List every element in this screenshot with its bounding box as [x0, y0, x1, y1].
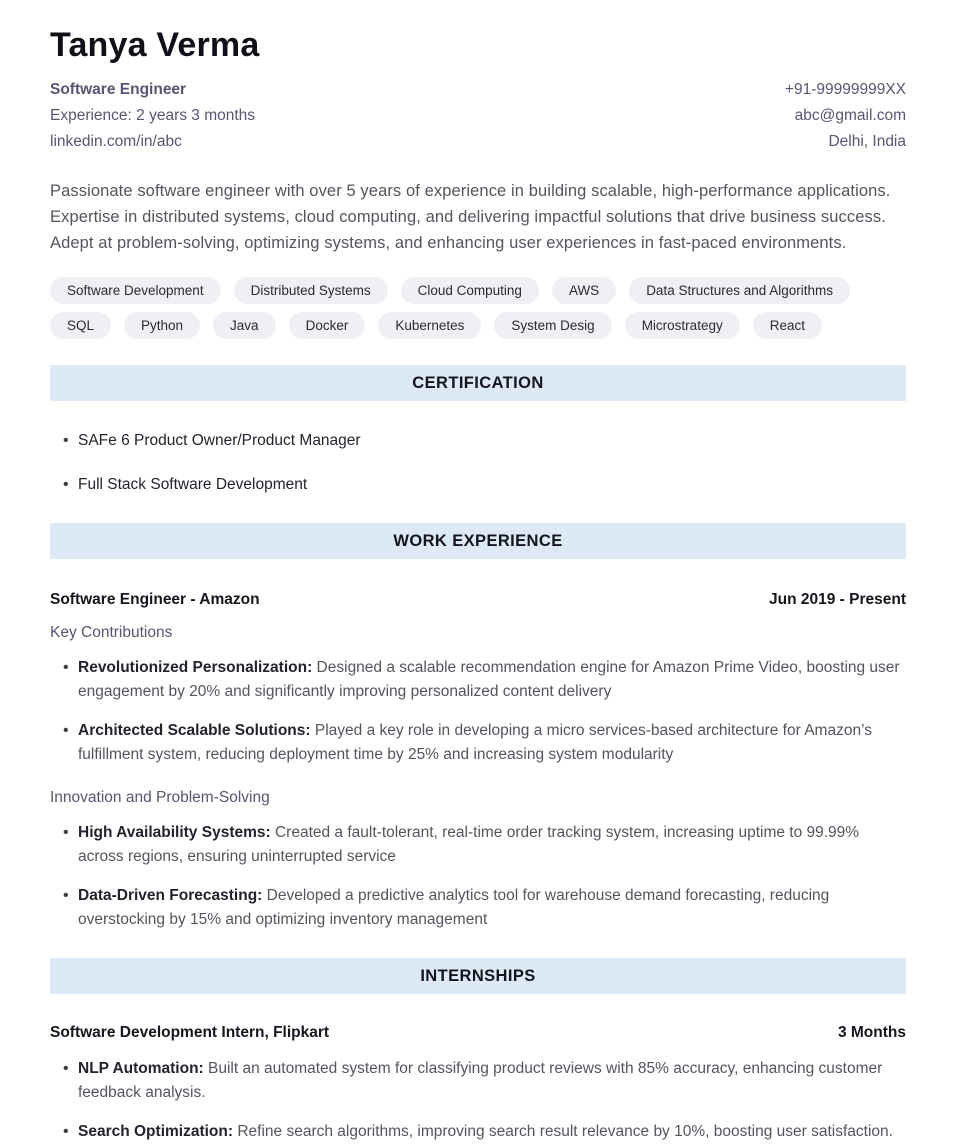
job-header-row: [50, 591, 906, 609]
section-header-work-experience: [50, 523, 906, 559]
skill-chip: Microstrategy: [625, 312, 740, 339]
skill-chip: System Desig: [494, 312, 611, 339]
internship-bullet: [50, 1120, 906, 1144]
section-header-certification: [50, 365, 906, 401]
skill-chip: Docker: [289, 312, 366, 339]
bullet-lead: Search Optimization:: [78, 1123, 234, 1140]
section-title: WORK EXPERIENCE: [393, 531, 563, 550]
skill-chip: React: [753, 312, 822, 339]
bullet-text: Refine search algorithms, improving search result relevance by 10%, boosting user satisfaction.: [233, 1123, 893, 1140]
internship-bullet-list: [50, 1057, 906, 1144]
job-group-heading: Innovation and Problem-Solving: [50, 789, 270, 806]
job-group-heading: Key Contributions: [50, 624, 173, 641]
skill-chip: Cloud Computing: [401, 277, 539, 304]
skill-chip: AWS: [552, 277, 616, 304]
section-title: INTERNSHIPS: [420, 966, 536, 985]
skill-chip: Distributed Systems: [234, 277, 388, 304]
candidate-title: Software Engineer: [50, 81, 187, 98]
email-address: abc@gmail.com: [794, 107, 906, 124]
professional-summary: Passionate software engineer with over 5 years of experience in building scalable, high-performance applications. Expertise in distributed systems, cloud computing, and delivering impactful solutions that drive business success. Adept at problem-solving, optimizing systems, and enhancing user experiences in fast-paced environments.: [50, 182, 891, 252]
section-header-internships: [50, 958, 906, 994]
bullet-lead: Data-Driven Forecasting:: [78, 887, 263, 904]
linkedin-url: linkedin.com/in/abc: [50, 133, 182, 150]
bullet-text: Played a key role in developing a micro services-based architecture for Amazon’s fulfillment system, reducing deployment time by 25% and increasing system modularity: [78, 722, 872, 763]
job-bullet: [50, 656, 906, 704]
bullet-lead: NLP Automation:: [78, 1060, 204, 1077]
certification-list: [50, 429, 906, 497]
bullet-lead: Architected Scalable Solutions:: [78, 722, 311, 739]
bullet-text: Created a fault-tolerant, real-time order tracking system, increasing uptime to 99.99% across regions, ensuring uninterrupted service: [78, 824, 860, 865]
bullet-text: Built an automated system for classifying product reviews with 85% accuracy, enhancing customer feedback analysis.: [78, 1060, 883, 1101]
skill-chip: SQL: [50, 312, 111, 339]
skill-chip: Python: [124, 312, 200, 339]
contact-right: [785, 77, 906, 155]
job-bullet: [50, 884, 906, 932]
bullet-text: Developed a predictive analytics tool for warehouse demand forecasting, reducing overstocking by 15% and optimizing inventory management: [78, 887, 830, 928]
skill-chip: Java: [213, 312, 276, 339]
contact-info-row: [50, 77, 906, 155]
contact-left: [50, 77, 255, 155]
certification-item: • Full Stack Software Development: [50, 473, 906, 497]
internship-period: 3 Months: [837, 1024, 906, 1041]
bullet-lead: High Availability Systems:: [78, 824, 271, 841]
job-role: Software Engineer - Amazon: [50, 591, 260, 608]
skill-chip: Software Development: [50, 277, 221, 304]
bullet-lead: Revolutionized Personalization:: [78, 659, 313, 676]
certification-item: • SAFe 6 Product Owner/Product Manager: [50, 429, 906, 453]
job-bullet-list: [50, 656, 906, 767]
bullet-text: Designed a scalable recommendation engine for Amazon Prime Video, boosting user engagement by 20% and significantly improving personalized content delivery: [78, 659, 900, 700]
section-title: CERTIFICATION: [412, 373, 544, 392]
job-bullet: [50, 719, 906, 767]
skill-chip: Kubernetes: [378, 312, 481, 339]
location: Delhi, India: [828, 133, 906, 150]
job-period: Jun 2019 - Present: [769, 591, 906, 608]
internship-bullet: [50, 1057, 906, 1105]
phone-number: +91-99999999XX: [784, 81, 906, 98]
candidate-name: Tanya Verma: [50, 26, 260, 64]
job-bullet-list: [50, 821, 906, 932]
skill-chip: Data Structures and Algorithms: [629, 277, 850, 304]
skills-list: [50, 277, 906, 339]
experience-duration: Experience: 2 years 3 months: [50, 107, 256, 124]
internship-header-row: [50, 1024, 906, 1042]
internship-role: Software Development Intern, Flipkart: [50, 1024, 330, 1041]
job-bullet: [50, 821, 906, 869]
